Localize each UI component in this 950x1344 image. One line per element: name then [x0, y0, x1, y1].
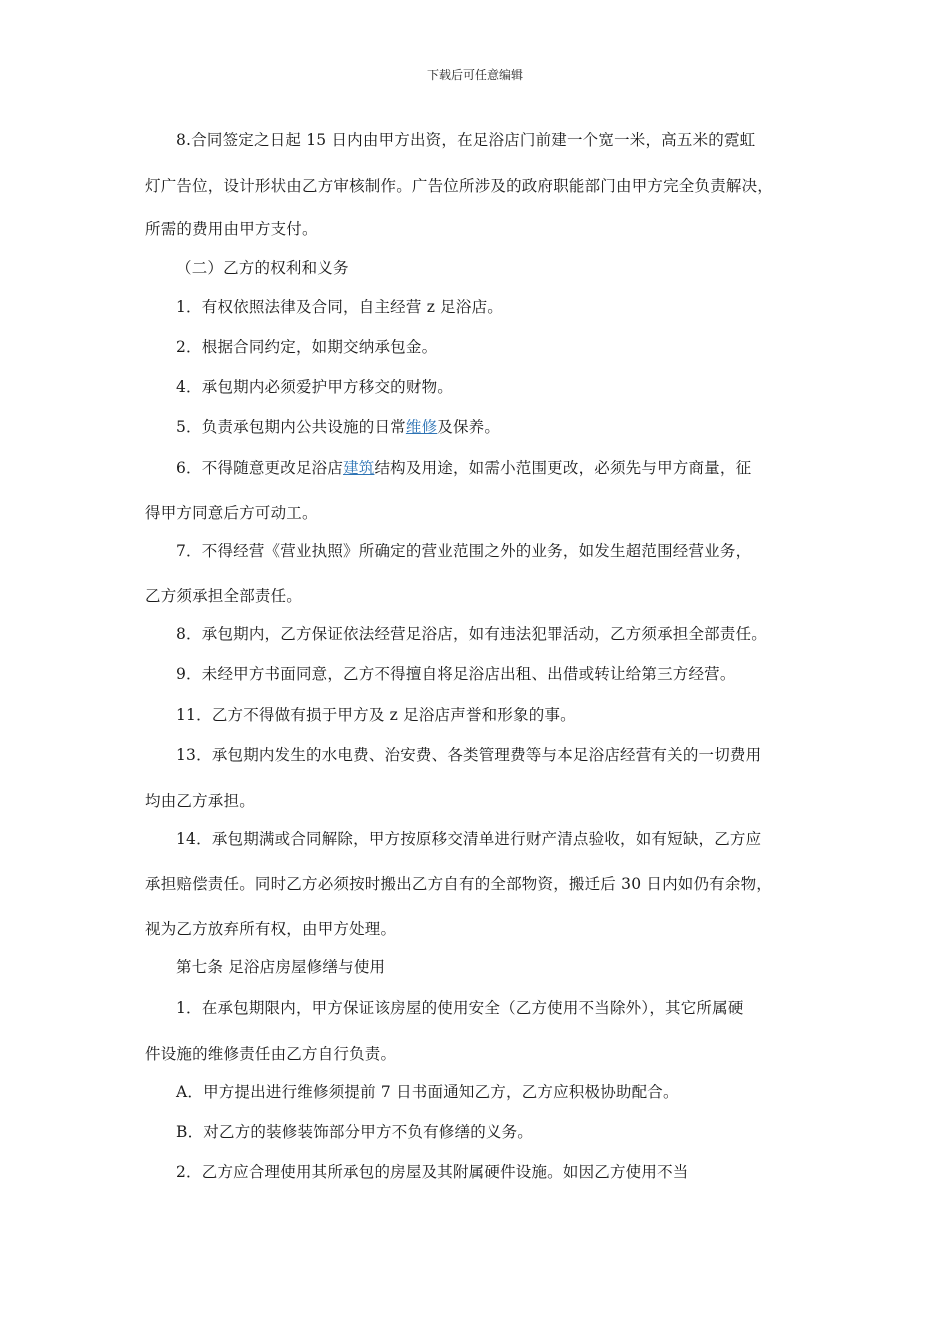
item-6-text-end: 结构及用途，如需小范围更改，必须先与甲方商量，征	[374, 459, 752, 477]
item-8: 8．承包期内，乙方保证依法经营足浴店，如有违法犯罪活动，乙方须承担全部责任。	[176, 625, 767, 643]
item-13-line-2: 均由乙方承担。	[145, 792, 255, 810]
item-14-line-1: 14．承包期满或合同解除，甲方按原移交清单进行财产清点验收，如有短缺，乙方应	[176, 830, 762, 848]
item-9: 9．未经甲方书面同意，乙方不得擅自将足浴店出租、出借或转让给第三方经营。	[176, 665, 736, 683]
page-header: 下载后可任意编辑	[426, 68, 523, 82]
article-7-item-a: A．甲方提出进行维修须提前 7 日书面通知乙方，乙方应积极协助配合。	[176, 1083, 679, 1101]
item-6-line-2: 得甲方同意后方可动工。	[145, 504, 318, 522]
clause-8-line-1: 8.合同签定之日起 15 日内由甲方出资，在足浴店门前建一个宽一米，高五米的霓虹	[176, 131, 756, 149]
building-link[interactable]: 建筑	[343, 459, 375, 477]
item-5-text-start: 5．负责承包期内公共设施的日常	[176, 418, 406, 436]
maintenance-link[interactable]: 维修	[405, 418, 438, 436]
article-7-item-b: B．对乙方的装修装饰部分甲方不负有修缮的义务。	[176, 1123, 533, 1141]
item-13-line-1: 13．承包期内发生的水电费、治安费、各类管理费等与本足浴店经营有关的一切费用	[176, 746, 762, 764]
item-5	[176, 415, 500, 437]
item-6-text-start: 6．不得随意更改足浴店	[176, 459, 344, 477]
article-7-item-1-line-2: 件设施的维修责任由乙方自行负责。	[145, 1045, 397, 1063]
item-11: 11．乙方不得做有损于甲方及 z 足浴店声誉和形象的事。	[176, 706, 576, 724]
section-heading-party-b: （二）乙方的权利和义务	[176, 259, 349, 277]
item-2: 2．根据合同约定，如期交纳承包金。	[176, 338, 438, 356]
article-7-item-1-line-1: 1．在承包期限内，甲方保证该房屋的使用安全（乙方使用不当除外），其它所属硬	[176, 999, 744, 1017]
clause-8-line-2: 灯广告位，设计形状由乙方审核制作。广告位所涉及的政府职能部门由甲方完全负责解决，	[145, 177, 774, 195]
article-7-item-2: 2．乙方应合理使用其所承包的房屋及其附属硬件设施。如因乙方使用不当	[176, 1163, 689, 1181]
item-7-line-2: 乙方须承担全部责任。	[145, 587, 303, 605]
item-6-line-1	[176, 456, 751, 478]
item-14-line-3: 视为乙方放弃所有权，由甲方处理。	[145, 920, 397, 938]
clause-8-line-3: 所需的费用由甲方支付。	[145, 220, 318, 238]
article-7-heading: 第七条 足浴店房屋修缮与使用	[176, 958, 386, 976]
item-5-text-end: 及保养。	[437, 418, 501, 436]
item-14-line-2: 承担赔偿责任。同时乙方必须按时搬出乙方自有的全部物资，搬迁后 30 日内如仍有余物，	[145, 875, 772, 893]
item-1: 1．有权依照法律及合同，自主经营 z 足浴店。	[176, 298, 503, 316]
item-7-line-1: 7．不得经营《营业执照》所确定的营业范围之外的业务，如发生超范围经营业务，	[176, 542, 752, 560]
item-4: 4．承包期内必须爱护甲方移交的财物。	[176, 378, 453, 396]
